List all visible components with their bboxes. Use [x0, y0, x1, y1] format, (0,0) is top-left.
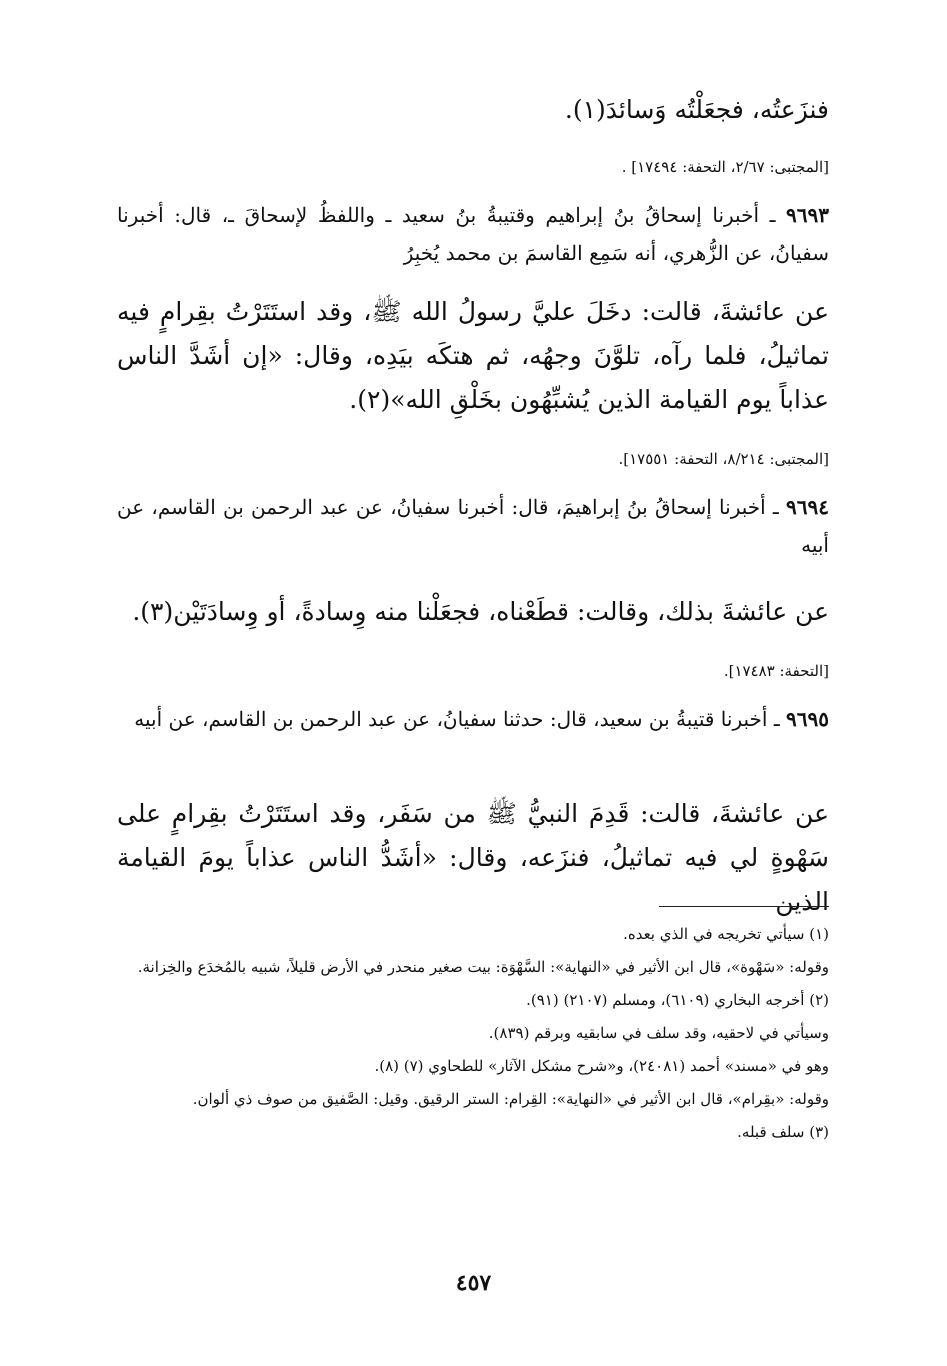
hadith-9693-matn: عن عائشةَ، قالت: دخَلَ عليَّ رسولُ الله ﷺ، وقد استَتَرْتُ بقِرامٍ فيه تماثيلُ، فلما رآه، تلوَّنَ وجهُه، ثم هتكَه بيَدِه، وقال: «إن أشَدَّ الناس عذاباً يوم القيامة الذين يُشبِّهُون بخَلْقِ الله»(٢). — [117, 297, 829, 414]
footnote-line: (١) سيأتي تخريجه في الذي بعده. — [623, 925, 829, 943]
hadith-continuation: فنزَعتُه، فجعَلْتُه وَسائدَ(١). — [564, 95, 829, 124]
footnote-separator — [659, 906, 829, 907]
footnote-line: وسيأتي في لاحقيه، وقد سلف في سابقيه وبرقم (٨٣٩). — [488, 1024, 829, 1042]
hadith-9695-isnad — [117, 700, 829, 738]
hadith-number: ٩٦٩٣ — [786, 203, 829, 227]
isnad-text: ـ أخبرنا إسحاقُ بنُ إبراهيمَ، قال: أخبرنا سفيانُ، عن عبد الرحمن بن القاسم، عن أبيه — [117, 495, 829, 557]
footnote-line: (٣) سلف قبله. — [737, 1123, 829, 1141]
hadith-9695-matn: عن عائشةَ، قالت: قَدِمَ النبيُّ ﷺ من سَفَر، وقد استَتَرْتُ بقِرامٍ على سَهْوةٍ لي فيه تماثيلُ، فنزَعه، وقال: «أشَدُّ الناس عذاباً يومَ القيامة الذين — [117, 799, 829, 916]
isnad-text: ـ أخبرنا إسحاقُ بنُ إبراهيم وقتيبةُ بنُ سعيد ـ واللفظُ لإسحاقَ ـ، قال: أخبرنا سفيانُ، عن الزُّهري، أنه سَمِع القاسمَ بن محمد يُخبِرُ — [117, 203, 829, 265]
reference-citation: [التحفة: ١٧٤٨٣]. — [723, 662, 829, 680]
hadith-number: ٩٦٩٤ — [786, 495, 829, 519]
footnotes — [117, 918, 829, 1149]
page-number: ٤٥٧ — [455, 1270, 492, 1296]
hadith-9693-isnad — [117, 196, 829, 272]
hadith-number: ٩٦٩٥ — [786, 707, 829, 731]
footnote-line: وقوله: «بقِرام»، قال ابن الأثير في «النهاية»: القِرام: الستر الرقيق. وقيل: الصَّفيق من صوف ذي ألوان. — [192, 1090, 829, 1108]
footnote-line: وهو في «مسند» أحمد (٢٤٠٨١)، و«شرح مشكل الآثار» للطحاوي (٧) (٨). — [374, 1057, 829, 1075]
hadith-9694-isnad — [117, 488, 829, 564]
reference-citation: [المجتبى: ٢/٦٧، التحفة: ١٧٤٩٤] . — [621, 158, 829, 176]
reference-citation: [المجتبى: ٨/٢١٤، التحفة: ١٧٥٥١]. — [618, 450, 829, 468]
isnad-text: ـ أخبرنا قتيبةُ بن سعيد، قال: حدثنا سفيانُ، عن عبد الرحمن بن القاسم، عن أبيه — [134, 707, 787, 731]
hadith-9694-matn: عن عائشةَ بذلك، وقالت: قطَعْناه، فجعَلْنا منه وِسادةً، أو وِسادَتَيْن(٣). — [132, 597, 829, 626]
footnote-line: (٢) أخرجه البخاري (٦١٠٩)، ومسلم (٢١٠٧) (٩١). — [526, 991, 829, 1009]
footnote-line: وقوله: «سَهْوة»، قال ابن الأثير في «النهاية»: السَّهْوَة: بيت صغير منحدر في الأرض قليلاً، شبيه بالمُخدَع والخِزانة. — [137, 958, 829, 976]
